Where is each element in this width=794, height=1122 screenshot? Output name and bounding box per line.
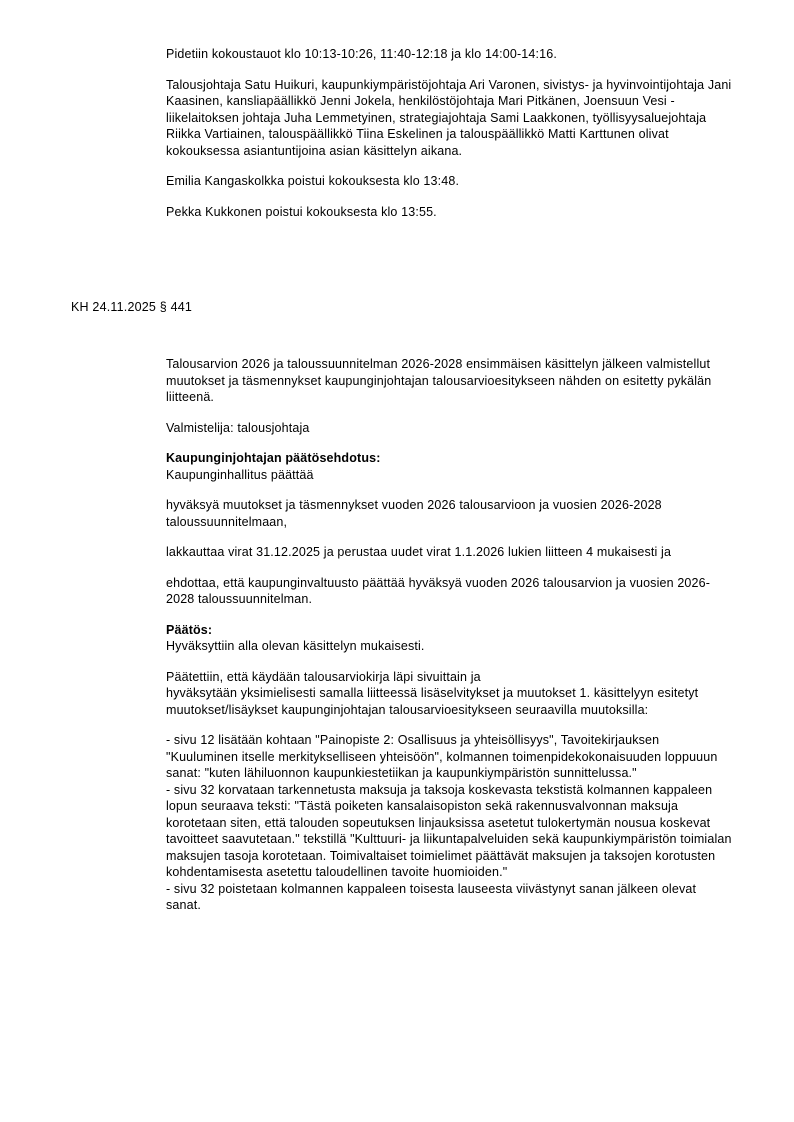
section-heading: KH 24.11.2025 § 441: [71, 300, 193, 314]
proposal-lead: Kaupunginhallitus päättää: [166, 467, 314, 482]
top-section: [166, 46, 732, 234]
list-item: - sivu 32 korvataan tarkennetusta maksuja ja taksoja koskevasta tekstistä kolmannen kappaleen lopun seuraava teksti: "Tästä poiketen kansalaisopiston sekä rakennusvalvonnan maksuja korotetaan siten, että talouden sopeutuksen linjauksissa asetetut tulokertymän nousua koskevat tavoitteet saavutetaan." tekstillä "Kulttuuri- ja liikuntapalveluiden sekä kaupunkiympäristön toimialan maksujen tasoja korotetaan. Toimivaltaiset toimielimet päättävät maksujen ja taksojen korotusten kohdentamisesta asetettu taloudellinen tavoite huomioiden.": [166, 782, 732, 879]
decision-body-line-2: hyväksytään yksimielisesti samalla liitteessä lisäselvitykset ja muutokset 1. käsittelyyn esitetyt muutokset/lisäykset kaupunginjohtajan talousarvioesitykseen seuraavilla muutoksilla:: [166, 686, 699, 717]
paragraph-intro: Talousarvion 2026 ja taloussuunnitelman 2026-2028 ensimmäisen käsittelyn jälkeen valmistellut muutokset ja täsmennykset kaupunginjohtajan talousarvioesitykseen nähden on esitetty pykälän liitteenä.: [166, 357, 712, 404]
proposal-item: lakkauttaa virat 31.12.2025 ja perustaa uudet virat 1.1.2026 lukien liitteen 4 mukaisesti ja: [166, 545, 672, 559]
paragraph-departure-kangaskolkka: Emilia Kangaskolkka poistui kokouksesta klo 13:48.: [166, 174, 460, 188]
proposal-title: Kaupunginjohtajan päätösehdotus:: [166, 451, 381, 465]
list-item: - sivu 12 lisätään kohtaan "Painopiste 2: Osallisuus ja yhteisöllisyys", Tavoitekirjauksen "Kuuluminen itselle merkitykselliseen yhteisöön", kolmannen toimenpidekokonaisuuden loppuuun sanat: "kuten lähiluonnon kaupunkiestetiikan ja kaupunkiympäristön sunnittelussa.": [166, 733, 718, 780]
paragraph-departure-kukkonen: Pekka Kukkonen poistui kokouksesta klo 13:55.: [166, 204, 437, 219]
decision-body-line-1: Päätettiin, että käydään talousarviokirja läpi sivuittain ja: [166, 669, 481, 684]
decision-change-list: [166, 732, 732, 914]
paragraph-experts-present: Talousjohtaja Satu Huikuri, kaupunkiympäristöjohtaja Ari Varonen, sivistys- ja hyvinvointijohtaja Jani Kaasinen, kansliapäällikkö Jenni Jokela, henkilöstöjohtaja Mari Pitkänen, Joensuun Vesi -liikelaitoksen johtaja Juha Lemmetyinen, strategiajohtaja Sami Laakkonen, työllisyysaluejohtaja Riikka Vartiainen, talouspäällikkö Tiina Eskelinen ja talouspäällikkö Matti Karttunen olivat kokouksessa asiantuntijoina asian käsittelyn aikana.: [166, 77, 732, 158]
paragraph-preparer: Valmistelija: talousjohtaja: [166, 420, 310, 435]
proposal-item: ehdottaa, että kaupunginvaltuusto päättää hyväksyä vuoden 2026 talousarvion ja vuosien 2026-2028 taloussuunnitelman.: [166, 575, 711, 606]
decision-lead: Hyväksyttiin alla olevan käsittelyn mukaisesti.: [166, 639, 425, 653]
proposal-item: hyväksyä muutokset ja täsmennykset vuoden 2026 talousarvioon ja vuosien 2026-2028 taloussuunnitelmaan,: [166, 498, 662, 529]
decision-title: Päätös:: [166, 622, 213, 637]
paragraph-meeting-breaks: Pidetiin kokoustauot klo 10:13-10:26, 11:40-12:18 ja klo 14:00-14:16.: [166, 47, 557, 61]
list-item: - sivu 32 poistetaan kolmannen kappaleen toisesta lauseesta viivästynyt sanan jälkeen olevat sanat.: [166, 881, 697, 912]
main-section: [166, 356, 732, 914]
